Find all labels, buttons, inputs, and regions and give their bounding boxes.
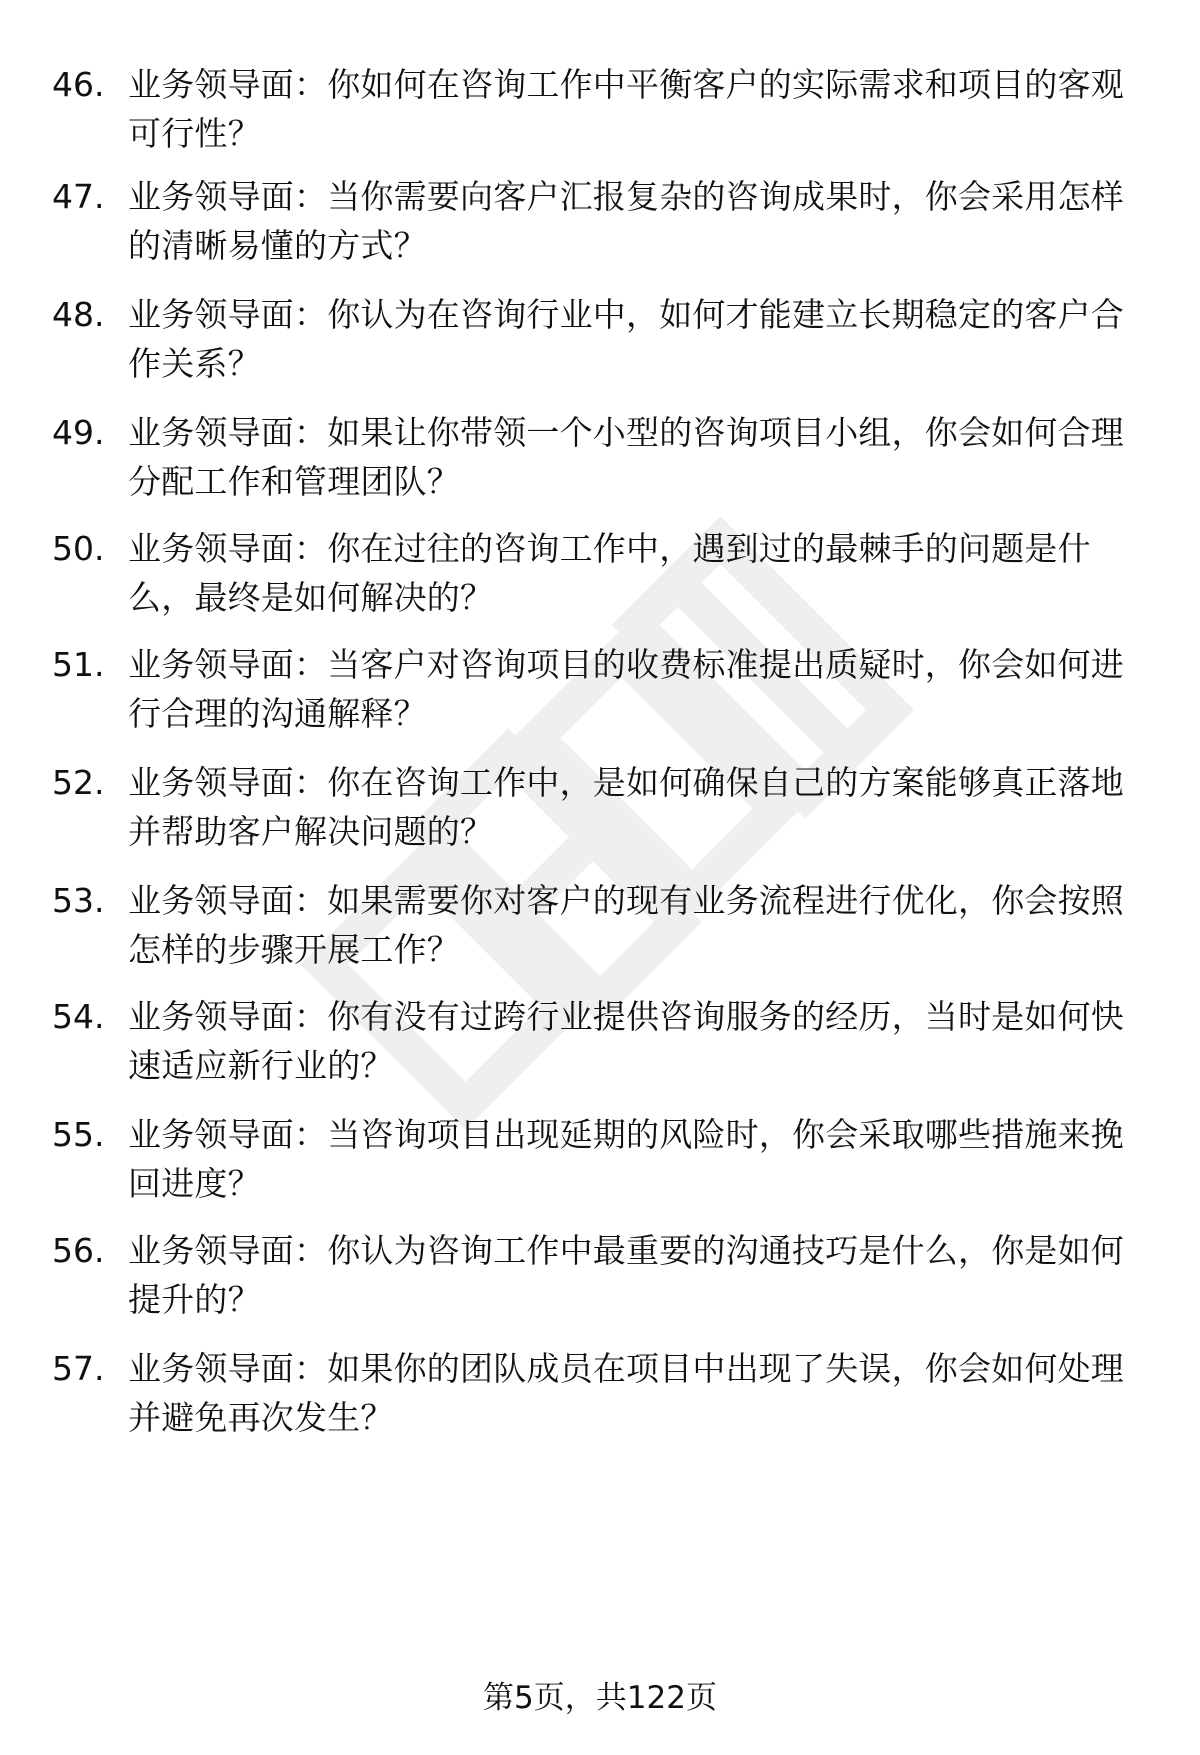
question-text: 业务领导面：你认为咨询工作中最重要的沟通技巧是什么，你是如何提升的？ [128,1231,1124,1319]
question-item [0,640,1200,750]
question-number: 55. [52,1115,105,1154]
question-item [0,60,1200,170]
question-item [0,876,1200,986]
question-number: 49. [52,413,105,452]
question-item [0,1226,1200,1336]
question-number: 50. [52,529,105,568]
question-item [0,408,1200,518]
question-item [0,1344,1200,1454]
question-text: 业务领导面：如果让你带领一个小型的咨询项目小组，你会如何合理分配工作和管理团队？ [128,413,1124,501]
question-number: 57. [52,1349,105,1388]
question-text: 业务领导面：你有没有过跨行业提供咨询服务的经历，当时是如何快速适应新行业的？ [128,997,1124,1085]
question-number: 56. [52,1231,105,1270]
question-item [0,758,1200,868]
question-text: 业务领导面：你认为在咨询行业中，如何才能建立长期稳定的客户合作关系？ [128,295,1124,383]
question-item [0,290,1200,400]
question-text: 业务领导面：当客户对咨询项目的收费标准提出质疑时，你会如何进行合理的沟通解释？ [128,645,1124,733]
question-text: 业务领导面：你如何在咨询工作中平衡客户的实际需求和项目的客观可行性？ [128,65,1124,153]
question-item [0,992,1200,1102]
question-text: 业务领导面：你在过往的咨询工作中，遇到过的最棘手的问题是什么，最终是如何解决的？ [128,529,1091,617]
question-number: 48. [52,295,105,334]
question-item [0,172,1200,282]
question-item [0,524,1200,634]
question-text: 业务领导面：如果你的团队成员在项目中出现了失误，你会如何处理并避免再次发生？ [128,1349,1124,1437]
question-number: 53. [52,881,105,920]
question-text: 业务领导面：你在咨询工作中，是如何确保自己的方案能够真正落地并帮助客户解决问题的？ [128,763,1124,851]
question-text: 业务领导面：当你需要向客户汇报复杂的咨询成果时，你会采用怎样的清晰易懂的方式？ [128,177,1124,265]
page-indicator: 第5页，共122页 [483,1680,717,1716]
question-number: 54. [52,997,105,1036]
question-text: 业务领导面：如果需要你对客户的现有业务流程进行优化，你会按照怎样的步骤开展工作？ [128,881,1124,969]
question-number: 52. [52,763,105,802]
question-text: 业务领导面：当咨询项目出现延期的风险时，你会采取哪些措施来挽回进度？ [128,1115,1124,1203]
question-number: 51. [52,645,105,684]
question-number: 47. [52,177,105,216]
question-number: 46. [52,65,105,104]
question-item [0,1110,1200,1220]
